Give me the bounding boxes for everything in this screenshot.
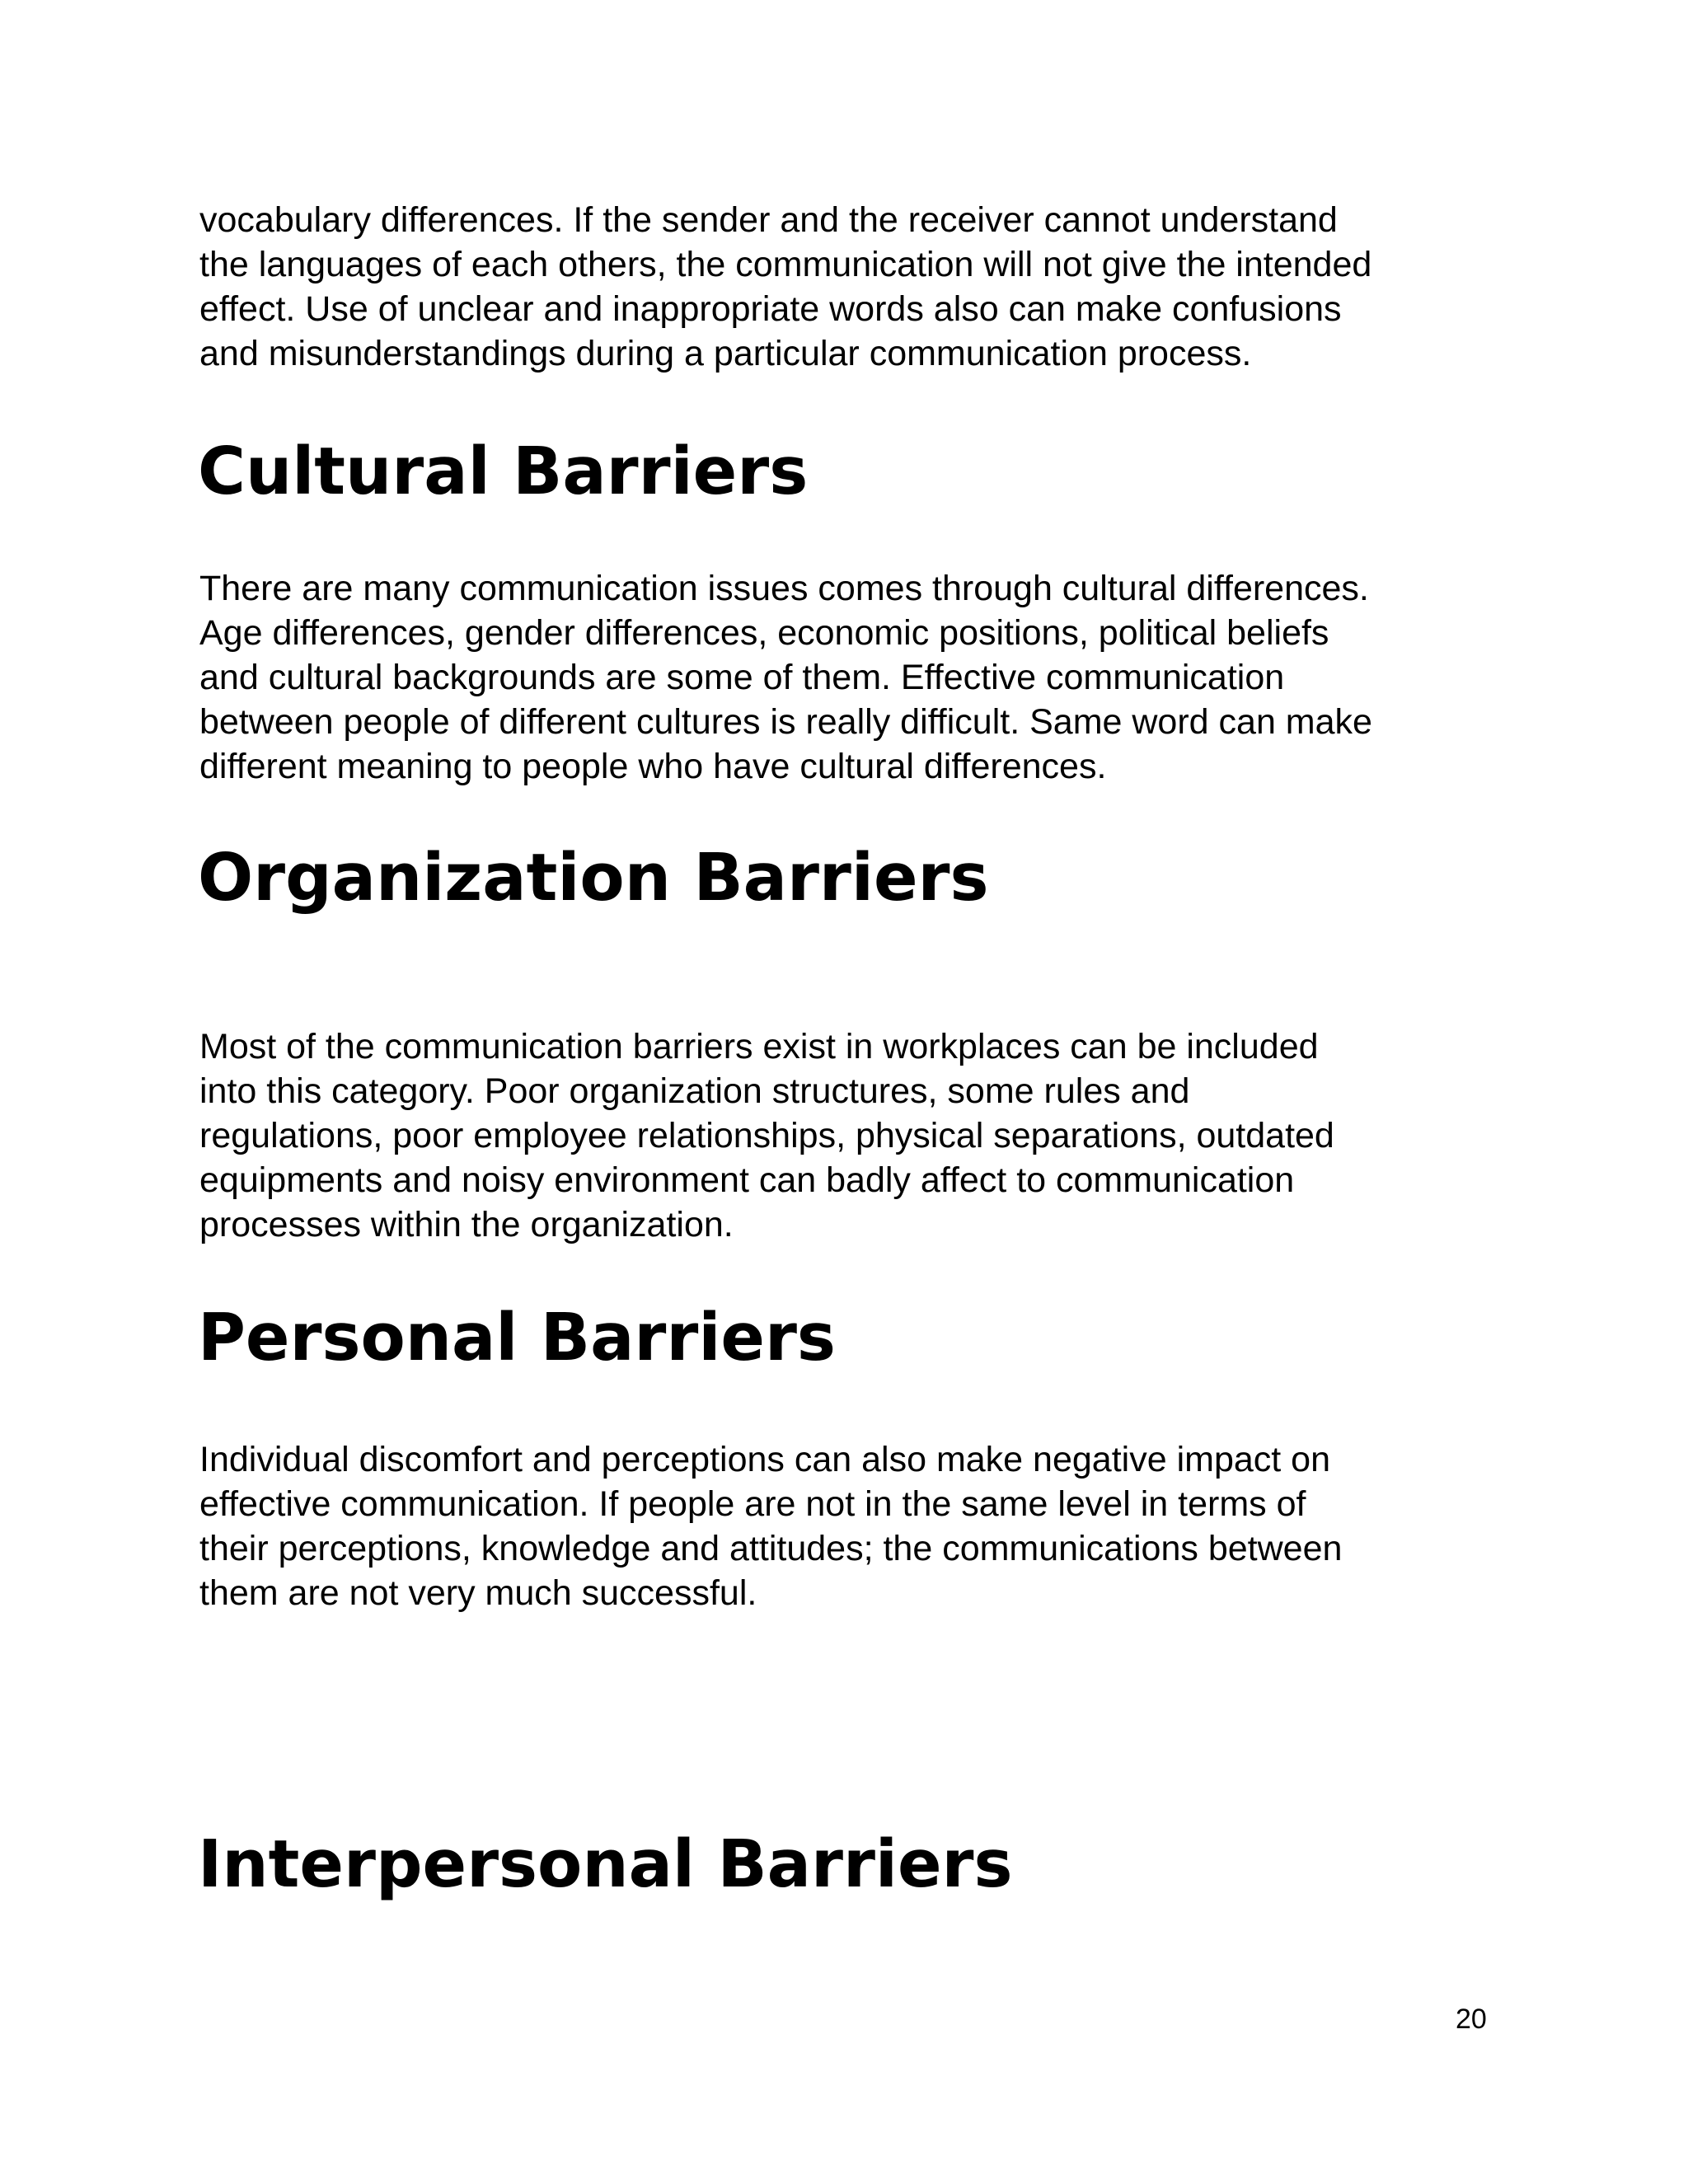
- heading-interpersonal-barriers: Interpersonal Barriers: [198, 1826, 1013, 1902]
- heading-cultural-barriers: Cultural Barriers: [198, 434, 809, 509]
- heading-personal-barriers: Personal Barriers: [198, 1300, 836, 1376]
- page-number: 20: [1456, 2004, 1487, 2035]
- cultural-barriers-paragraph: There are many communication issues comes through cultural differences. Age differences, gender differences, economic positions, political beliefs and cultural backgrounds are some of them. Effective communication between people of different cultures is really difficult. Same word can make different meaning to people who have cultural differences.: [199, 569, 1372, 786]
- personal-barriers-paragraph: Individual discomfort and perceptions can also make negative impact on effective communication. If people are not in the same level in terms of their perceptions, knowledge and attitudes; the communications between them are not very much successful.: [199, 1440, 1343, 1613]
- intro-paragraph: vocabulary differences. If the sender and the receiver cannot understand the languages of each others, the communication will not give the intended effect. Use of unclear and inappropriate words also can make confusions and misunderstandings during a particular communication process.: [199, 200, 1372, 373]
- organization-barriers-paragraph: Most of the communication barriers exist in workplaces can be included into this category. Poor organization structures, some rules and regulations, poor employee relationships, physical separations, outdated equipments and noisy environment can badly affect to communication processes within the organization.: [199, 1027, 1334, 1244]
- heading-organization-barriers: Organization Barriers: [198, 840, 989, 916]
